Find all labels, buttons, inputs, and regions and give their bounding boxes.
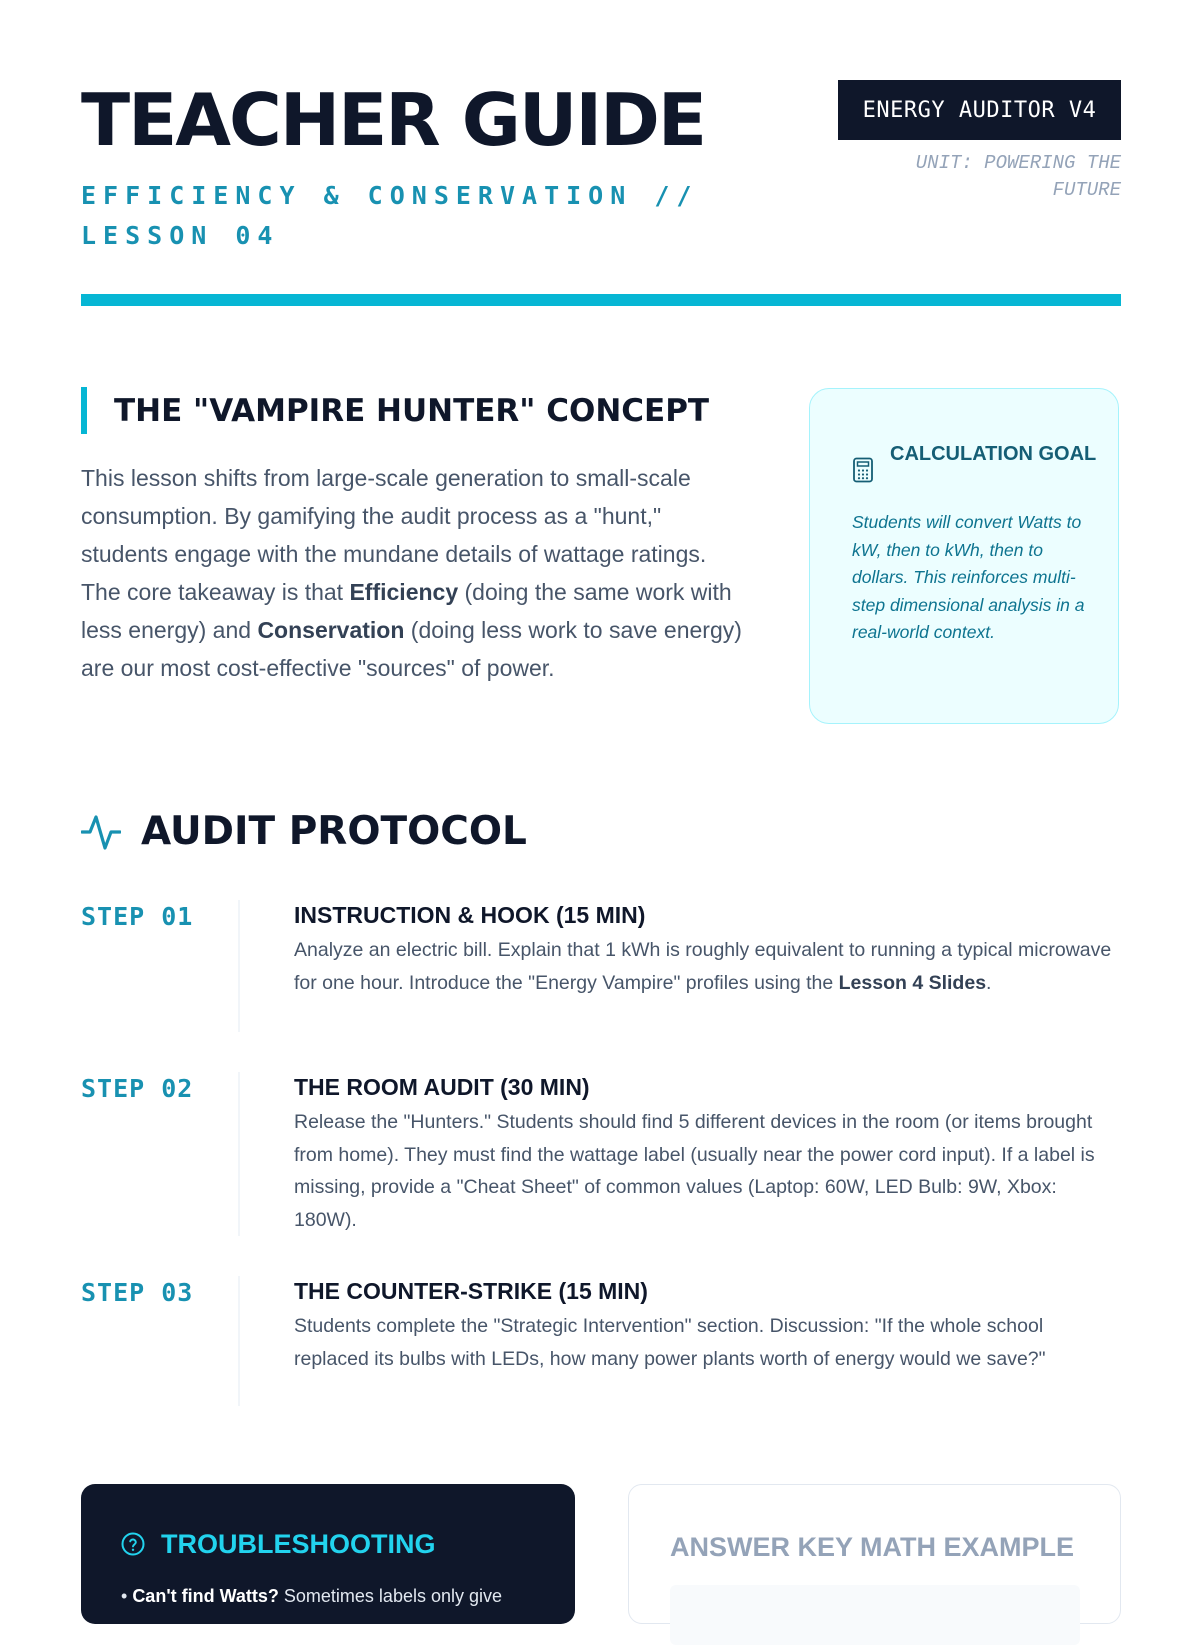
troubleshooting-answer: Sometimes labels only give [278,1586,503,1606]
step-description: Release the "Hunters." Students should find 5 different devices in the room (or items brought from home). They must find the wattage label (usually near the power cord input). If a label is missing, provide a "Cheat Sheet" of common values (Laptop: 60W, LED Bulb: 9W, Xbox: 180W). [294,1111,1095,1231]
step-description: Students complete the "Strategic Intervention" section. Discussion: "If the whole school replaced its bulbs with LEDs, how many power plants worth of energy would we save?" [294,1315,1046,1370]
unit-label: UNIT: POWERING THE FUTURE [915,152,1121,201]
step-number: STEP 03 [81,1278,194,1307]
step-divider [238,1072,240,1236]
concept-text-part: This lesson shifts from large-scale generation to small-scale consumption. By gamifying the audit process as a "hunt," students engage with the mundane details of wattage ratings. The core takeaway is that [81,465,707,605]
step-title: THE COUNTER-STRIKE (15 MIN) [294,1278,648,1304]
calculation-goal-card [809,388,1119,724]
step-description [294,934,1114,999]
step-text-end: . [986,971,992,994]
answer-key-math-box [670,1585,1080,1645]
step-divider [238,1276,240,1406]
troubleshooting-card [81,1484,575,1624]
lesson-subtitle: EFFICIENCY & CONSERVATION // LESSON 04 [81,181,699,250]
step-title: INSTRUCTION & HOOK (15 MIN) [294,902,646,928]
answer-key-title: ANSWER KEY MATH EXAMPLE [670,1532,1075,1562]
concept-text-part: (doing less work to save energy) are our most cost-effective "sources" of power. [81,617,742,681]
efficiency-term: Efficiency [349,579,459,605]
calculator-icon [852,457,874,483]
help-circle-icon [121,1532,145,1556]
troubleshooting-title: TROUBLESHOOTING [161,1529,436,1559]
troubleshooting-question: Can't find Watts? [132,1586,279,1606]
step-number: STEP 02 [81,1074,194,1103]
troubleshooting-item: • Can't find Watts? Sometimes labels only give [121,1586,503,1606]
audit-protocol-heading: AUDIT PROTOCOL [141,809,527,854]
step-divider [238,900,240,1032]
calculation-goal-text: Students will convert Watts to kW, then to kWh, then to dollars. This reinforces multi-step dimensional analysis in a real-world context. [852,512,1085,642]
step-number: STEP 01 [81,902,194,931]
version-badge: ENERGY AUDITOR V4 [838,80,1121,140]
section-accent-bar [81,387,87,434]
step-text: Analyze an electric bill. Explain that 1 kWh is roughly equivalent to running a typical microwave for one hour. Introduce the "Energy Vampire" profiles using the [294,939,1112,994]
concept-heading: THE "VAMPIRE HUNTER" CONCEPT [114,393,710,429]
concept-paragraph [81,459,749,687]
page-title: TEACHER GUIDE [81,78,706,162]
concept-text-part: (doing the same work with less energy) and [81,579,732,643]
header-divider [81,294,1121,306]
activity-pulse-icon [81,812,121,852]
calculation-goal-title: CALCULATION GOAL [890,443,1097,465]
conservation-term: Conservation [257,617,405,643]
step-title: THE ROOM AUDIT (30 MIN) [294,1074,590,1100]
answer-key-card [628,1484,1121,1624]
lesson-slides-reference: Lesson 4 Slides [838,971,987,994]
